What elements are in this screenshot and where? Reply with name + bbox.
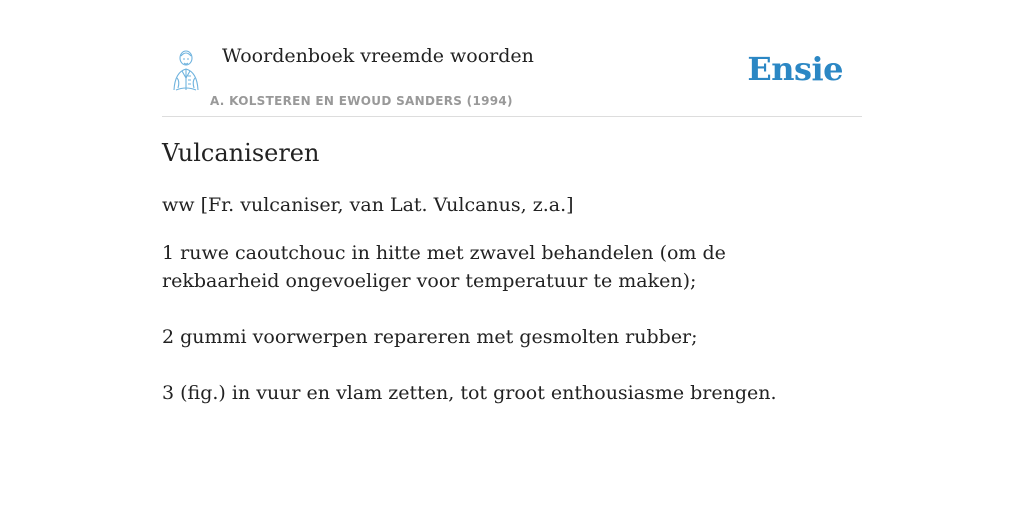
definition-item: 1 ruwe caoutchouc in hitte met zwavel behandelen (om de rekbaarheid ongevoeliger voor temperatuur te maken); xyxy=(162,242,726,292)
entry-title: Vulcaniseren xyxy=(162,139,320,167)
source-title[interactable]: Woordenboek vreemde woorden xyxy=(222,45,534,67)
definition-item: 3 (fig.) in vuur en vlam zetten, tot groot enthousiasme brengen. xyxy=(162,382,777,404)
brand-logo[interactable]: Ensie xyxy=(747,50,843,88)
page-container xyxy=(162,0,862,404)
entry-etymology: ww [Fr. vulcaniser, van Lat. Vulcanus, z.a.] xyxy=(162,194,574,216)
source-header xyxy=(162,0,862,117)
source-authors: A. KOLSTEREN EN EWOUD SANDERS (1994) xyxy=(210,94,513,108)
author-portrait-icon xyxy=(166,48,206,92)
definition-list xyxy=(162,239,802,435)
definition-item: 2 gummi voorwerpen repareren met gesmolten rubber; xyxy=(162,326,698,348)
